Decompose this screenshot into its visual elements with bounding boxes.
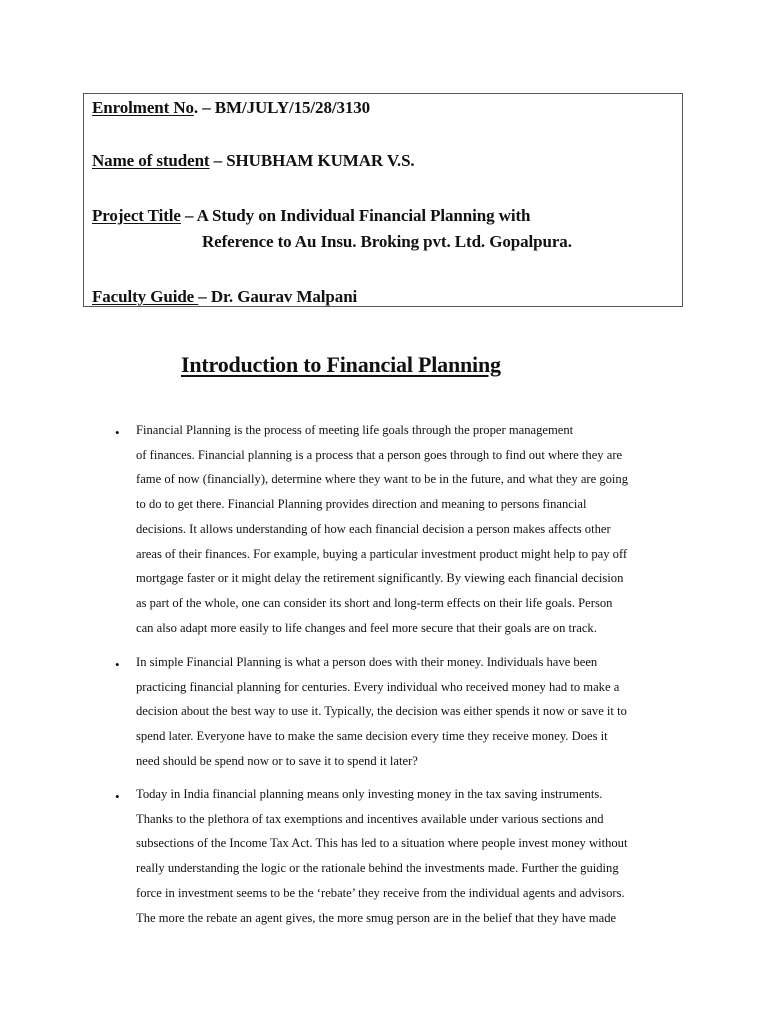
- enrolment-line: [92, 98, 370, 118]
- paragraph-line: Thanks to the plethora of tax exemptions and incentives available under various sections and: [136, 811, 604, 826]
- project-title-continuation: Reference to Au Insu. Broking pvt. Ltd. Gopalpura.: [202, 232, 572, 251]
- paragraph-line: subsections of the Income Tax Act. This has led to a situation where people invest money without: [136, 836, 628, 851]
- project-title-label: Project Title: [92, 206, 181, 225]
- faculty-guide-line: [92, 287, 357, 307]
- paragraph-line: decisions. It allows understanding of how each financial decision a person makes affects other: [136, 521, 611, 536]
- paragraph-line: practicing financial planning for centuries. Every individual who received money had to make a: [136, 679, 620, 694]
- faculty-guide-value: – Dr. Gaurav Malpani: [198, 287, 358, 306]
- paragraph-line: In simple Financial Planning is what a person does with their money. Individuals have been: [136, 655, 598, 669]
- paragraph-1: [136, 418, 681, 640]
- paragraph-line: The more the rebate an agent gives, the more smug person are in the belief that they have made: [136, 910, 617, 925]
- bullet-point: •: [115, 657, 120, 672]
- section-heading: Introduction to Financial Planning: [181, 352, 501, 377]
- paragraph-2: [136, 650, 681, 774]
- enrolment-value: . – BM/JULY/15/28/3130: [193, 98, 371, 117]
- student-name-value: – SHUBHAM KUMAR V.S.: [209, 151, 415, 170]
- paragraph-line: can also adapt more easily to life changes and feel more secure that their goals are on track.: [136, 620, 597, 635]
- paragraph-line: Today in India financial planning means only investing money in the tax saving instruments.: [136, 787, 603, 801]
- paragraph-line: Financial Planning is the process of meeting life goals through the proper management: [136, 423, 574, 437]
- paragraph-line: to do to get there. Financial Planning provides direction and meaning to persons financial: [136, 497, 587, 512]
- paragraph-line: spend later. Everyone have to make the same decision every time they receive money. Does it: [136, 729, 608, 744]
- paragraph-line: force in investment seems to be the ‘rebate’ they receive from the individual agents and advisors.: [136, 885, 625, 900]
- project-title-line: [92, 206, 530, 226]
- bullet-point: •: [115, 789, 120, 804]
- student-name-label: Name of student: [92, 151, 210, 170]
- paragraph-line: fame of now (financially), determine where they want to be in the future, and what they are going: [136, 472, 629, 487]
- project-title-value: – A Study on Individual Financial Planning with: [180, 206, 531, 225]
- paragraph-line: need should be spend now or to save it to spend it later?: [136, 753, 418, 768]
- paragraph-3: [136, 782, 681, 930]
- paragraph-line: really understanding the logic or the rationale behind the investments made. Further the guiding: [136, 861, 619, 876]
- paragraph-line: mortgage faster or it might delay the retirement significantly. By viewing each financial decision: [136, 571, 624, 586]
- student-name-line: [92, 151, 415, 171]
- bullet-point: •: [115, 425, 120, 440]
- enrolment-label: Enrolment No: [92, 98, 194, 117]
- student-info-box: [83, 93, 683, 307]
- paragraph-line: decision about the best way to use it. Typically, the decision was either spends it now or save it to: [136, 704, 627, 719]
- faculty-guide-label: Faculty Guide: [92, 287, 199, 306]
- paragraph-line: as part of the whole, one can consider its short and long-term effects on their life goals. Person: [136, 595, 613, 610]
- paragraph-line: areas of their finances. For example, buying a particular investment product might help to pay off: [136, 546, 628, 561]
- paragraph-line: of finances. Financial planning is a process that a person goes through to find out where they are: [136, 447, 623, 462]
